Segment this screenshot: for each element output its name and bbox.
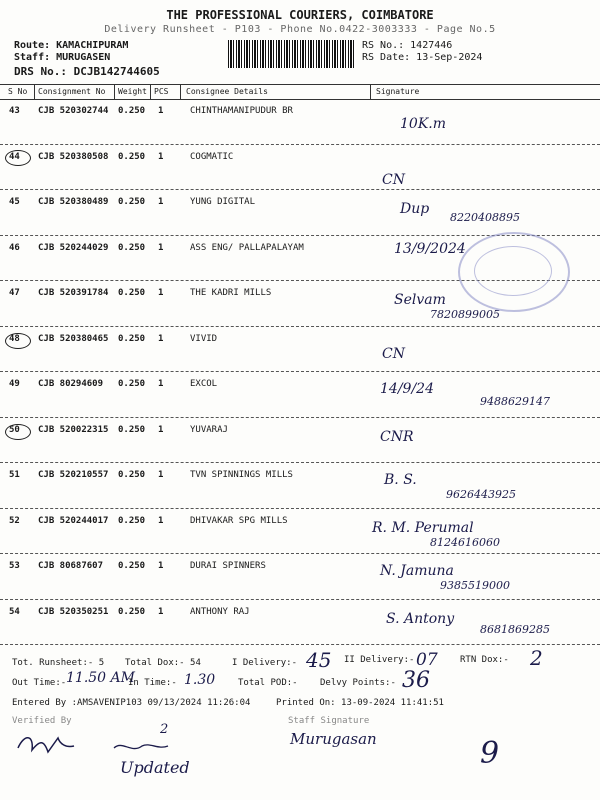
row-weight: 0.250 [118,606,146,617]
delvy-points-label: Delvy Points:- [320,678,396,688]
col-weight: Weight [118,87,147,96]
row-consignee: CHINTHAMANIPUDUR BR [190,106,293,116]
row-sno: 51 [9,470,20,480]
row-divider [0,189,600,190]
row-signature: S. Antony [386,610,455,627]
row-consignment-no: CJB 520244029 [38,242,109,253]
rs-number: RS No.: 1427446 [362,40,453,51]
row-phone: 8220408895 [450,211,520,224]
row-weight: 0.250 [118,151,146,162]
row-pcs: 1 [158,106,164,116]
tot-runsheet: Tot. Runsheet:- 5 [12,658,105,668]
row-sno: 54 [9,606,20,617]
row-weight: 0.250 [118,288,146,298]
row-divider [0,326,600,327]
circle-mark [5,150,31,166]
in-time-value: 1.30 [184,672,216,688]
row-sno: 43 [9,106,20,116]
count-mark: 2 [160,722,169,737]
row-sno: 45 [9,197,20,207]
total-dox: Total Dox:- 54 [125,658,201,668]
printed-on: Printed On: 13-09-2024 11:41:51 [276,698,444,708]
drs-label: DRS No.: DCJB142744605 [14,65,160,78]
row-weight: 0.250 [118,561,146,571]
i-delivery-label: I Delivery:- [232,658,298,668]
row-weight: 0.250 [118,106,146,116]
row-weight: 0.250 [118,333,146,344]
col-signature: Signature [376,87,420,96]
row-weight: 0.250 [118,515,146,526]
row-consignment-no: CJB 520350251 [38,606,109,617]
staff-label: Staff: MURUGASEN [14,52,111,63]
row-consignment-no: CJB 520380465 [38,333,109,344]
row-sno: 50 [9,424,20,435]
row-consignment-no: CJB 520210557 [38,470,109,480]
row-consignment-no: CJB 520391784 [38,288,109,298]
row-divider [0,644,600,645]
row-phone: 8681869285 [480,622,550,636]
circle-mark [5,333,31,349]
in-time-label: In Time:- [128,678,177,688]
row-pcs: 1 [158,288,164,298]
staff-signature-label: Staff Signature [288,716,370,726]
row-signature: CNR [380,428,414,445]
row-pcs: 1 [158,606,164,617]
ii-delivery-label: II Delivery:- [344,655,415,665]
row-weight: 0.250 [118,379,146,389]
row-consignment-no: CJB 80687607 [38,561,104,571]
entered-by: Entered By :AMSAVENIP103 09/13/2024 11:26:04 [12,698,251,708]
row-signature: 10K.m [400,116,446,132]
verifier-signature [14,730,104,760]
row-signature: N. Jamuna [380,563,454,579]
row-weight: 0.250 [118,197,146,207]
row-consignee: EXCOL [190,379,218,389]
row-pcs: 1 [158,515,164,526]
total-pod-label: Total POD:- [238,678,298,688]
row-sno: 44 [9,151,20,162]
row-consignee: ANTHONY RAJ [190,606,250,617]
row-signature: Dup [400,201,430,217]
row-divider [0,553,600,554]
col-sno: S No [8,87,28,96]
row-consignee: VIVID [190,333,218,344]
row-consignment-no: CJB 520244017 [38,515,109,526]
row-phone: 9488629147 [480,395,550,408]
row-consignee: THE KADRI MILLS [190,288,272,298]
row-consignment-no: CJB 80294609 [38,379,104,389]
out-time-value: 11.50 AM [66,670,135,686]
row-signature: CN [382,345,405,362]
row-divider [0,599,600,600]
initial-signature [112,738,172,758]
row-consignee: ASS ENG/ PALLAPALAYAM [190,242,304,253]
row-signature: R. M. Perumal [372,519,474,536]
row-pcs: 1 [158,333,164,344]
delvy-points-value: 36 [402,668,430,693]
row-consignment-no: CJB 520380489 [38,197,109,207]
row-signature: 13/9/2024 [394,240,466,257]
row-consignment-no: CJB 520302744 [38,106,109,116]
row-pcs: 1 [158,470,164,480]
row-pcs: 1 [158,561,164,571]
verified-by-label: Verified By [12,716,72,726]
row-consignment-no: CJB 520022315 [38,424,109,435]
row-consignee: TVN SPINNINGS MILLS [190,470,293,480]
rtn-dox-value: 2 [530,646,543,670]
row-sno: 48 [9,333,20,344]
row-pcs: 1 [158,197,164,207]
row-sno: 47 [9,288,20,298]
barcode [228,40,356,68]
out-time-label: Out Time:- [12,678,67,688]
row-weight: 0.250 [118,424,146,435]
row-divider [0,144,600,145]
page-subtitle: Delivery Runsheet - P103 - Phone No.0422-3003333 - Page No.5 [104,24,496,35]
row-phone: 7820899005 [430,308,500,321]
ii-delivery-value: 07 [416,650,438,670]
row-pcs: 1 [158,379,164,389]
row-pcs: 1 [158,424,164,435]
row-sno: 49 [9,379,20,389]
row-consignee: COGMATIC [190,151,234,162]
row-consignee: DHIVAKAR SPG MILLS [190,515,288,526]
row-consignee: YUNG DIGITAL [190,197,256,207]
row-divider [0,417,600,418]
row-signature: CN [382,171,405,188]
circle-mark [5,424,31,440]
staff-signature: Murugasan [290,730,377,748]
rtn-dox-label: RTN Dox:- [460,655,509,665]
row-pcs: 1 [158,242,164,253]
col-consignee: Consignee Details [186,87,268,96]
table-header [0,84,600,100]
row-divider [0,462,600,463]
row-weight: 0.250 [118,242,146,253]
i-delivery-value: 45 [306,648,332,672]
row-signature: 14/9/24 [380,381,434,397]
row-signature: B. S. [384,472,417,488]
row-sno: 52 [9,515,20,526]
row-signature: Selvam [394,292,446,308]
row-divider [0,508,600,509]
col-pcs: PCS [154,87,169,96]
col-consignment: Consignment No [38,87,106,96]
rs-date: RS Date: 13-Sep-2024 [362,52,483,63]
route-label: Route: KAMACHIPURAM [14,40,129,51]
row-pcs: 1 [158,151,164,162]
row-weight: 0.250 [118,470,146,480]
row-consignee: YUVARAJ [190,424,228,435]
row-sno: 53 [9,561,20,571]
row-phone: 9385519000 [440,579,510,592]
row-sno: 46 [9,242,20,253]
row-consignee: DURAI SPINNERS [190,561,266,571]
updated-note: Updated [120,758,190,777]
row-phone: 8124616060 [430,535,500,549]
row-divider [0,371,600,372]
company-stamp [458,232,570,312]
row-consignment-no: CJB 520380508 [38,151,109,162]
page-mark: 9 [480,736,500,771]
page-title: THE PROFESSIONAL COURIERS, COIMBATORE [166,8,434,22]
row-phone: 9626443925 [446,488,516,501]
